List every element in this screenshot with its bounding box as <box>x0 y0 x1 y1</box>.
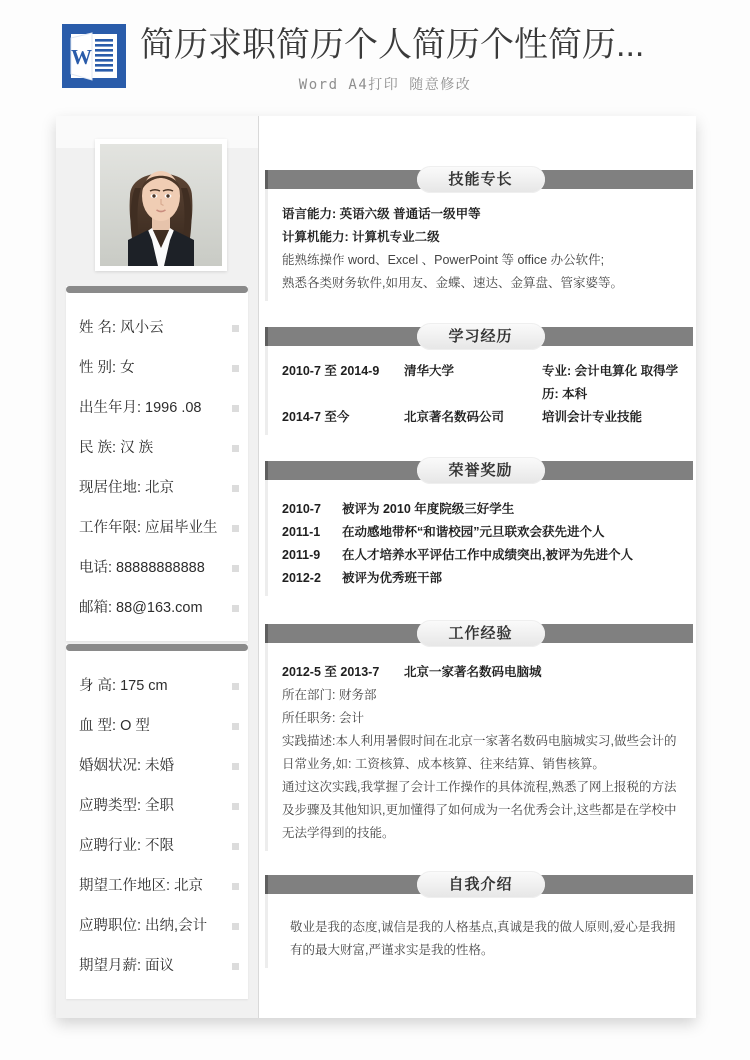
section-header-bar <box>265 461 693 480</box>
section-title-work: 工作经验 <box>417 620 545 647</box>
self-intro-line: 敬业是我的态度,诚信是我的人格基点,真诚是我的做人原则,爱心是我拥有的最大财富,严谨求实是我的性格。 <box>290 920 676 957</box>
education-row <box>282 406 684 429</box>
education-org: 清华大学 <box>404 364 455 378</box>
honor-date: 2011-9 <box>282 548 321 562</box>
info-row[interactable] <box>66 666 248 706</box>
section-body-self-intro <box>265 894 696 968</box>
work-org: 北京一家著名数码电脑城 <box>404 665 542 679</box>
info-row-text: 现居住地: 北京 <box>79 480 175 496</box>
info-row-text: 应聘行业: 不限 <box>79 838 175 854</box>
section-skills <box>259 170 696 301</box>
honor-row <box>282 544 684 567</box>
info-row-text: 邮箱: 88@163.com <box>79 600 203 616</box>
skill-line: 语言能力: 英语六级 普通话一级甲等 <box>282 207 481 221</box>
honor-row <box>282 498 684 521</box>
info-row[interactable] <box>66 946 248 986</box>
work-line: 所任职务: 会计 <box>282 711 364 725</box>
info-row[interactable] <box>66 428 248 468</box>
skill-line: 计算机能力: 计算机专业二级 <box>282 230 440 244</box>
honor-text: 在人才培养水平评估工作中成绩突出,被评为先进个人 <box>342 548 633 562</box>
section-self-intro <box>259 875 696 968</box>
word-icon <box>62 24 126 88</box>
section-body-honors <box>265 480 696 596</box>
skill-line: 熟悉各类财务软件,如用友、金蝶、速达、金算盘、管家婆等。 <box>282 276 623 290</box>
honor-date: 2012-2 <box>282 571 321 585</box>
info-row-text: 期望月薪: 面议 <box>79 958 175 974</box>
section-header-bar <box>265 624 693 643</box>
info-row[interactable] <box>66 826 248 866</box>
section-body-skills <box>265 189 696 301</box>
education-detail: 专业: 会计电算化 取得学历: 本科 <box>542 364 679 401</box>
info-row-text: 身 高: 175 cm <box>79 678 168 694</box>
square-bullet-icon <box>232 723 239 730</box>
section-body-education <box>265 346 696 435</box>
square-bullet-icon <box>232 803 239 810</box>
honor-row <box>282 567 684 590</box>
honor-text: 在动感地带杯“和谐校园”元旦联欢会获先进个人 <box>342 525 605 539</box>
info-row[interactable] <box>66 866 248 906</box>
section-title-honors: 荣誉奖励 <box>417 457 545 484</box>
info-row[interactable] <box>66 468 248 508</box>
info-row-text: 电话: 88888888888 <box>79 560 205 576</box>
work-date: 2012-5 至 2013-7 <box>282 665 380 679</box>
section-header-bar <box>265 327 693 346</box>
document-title: 简历求职简历个人简历个性简历... <box>140 26 645 64</box>
info-row[interactable] <box>66 388 248 428</box>
square-bullet-icon <box>232 325 239 332</box>
job-intent-card <box>66 644 248 999</box>
card-cap <box>66 644 248 651</box>
info-row[interactable] <box>66 588 248 628</box>
info-row-text: 工作年限: 应届毕业生 <box>79 520 218 536</box>
honor-date: 2010-7 <box>282 502 321 516</box>
square-bullet-icon <box>232 763 239 770</box>
square-bullet-icon <box>232 843 239 850</box>
resume-sidebar <box>56 116 259 1018</box>
education-row <box>282 360 684 406</box>
work-line: 实践描述:本人利用暑假时间在北京一家著名数码电脑城实习,做些会计的日常业务,如: 工资核算、成本核算、往来结算、销售核算。 <box>282 734 677 771</box>
honor-row <box>282 521 684 544</box>
education-detail: 培训会计专业技能 <box>542 410 643 424</box>
photo-frame <box>95 139 227 271</box>
honor-text: 被评为 2010 年度院级三好学生 <box>342 502 515 516</box>
honor-text: 被评为优秀班干部 <box>342 571 443 585</box>
square-bullet-icon <box>232 565 239 572</box>
info-row-text: 应聘类型: 全职 <box>79 798 175 814</box>
title-wrap <box>140 22 740 94</box>
job-intent-list <box>66 653 248 999</box>
square-bullet-icon <box>232 683 239 690</box>
section-title-skills: 技能专长 <box>417 166 545 193</box>
svg-text:W: W <box>71 45 92 69</box>
square-bullet-icon <box>232 365 239 372</box>
info-row[interactable] <box>66 348 248 388</box>
square-bullet-icon <box>232 485 239 492</box>
info-row[interactable] <box>66 508 248 548</box>
document-subtitle: Word A4打印 随意修改 <box>298 77 472 93</box>
section-education <box>259 327 696 435</box>
square-bullet-icon <box>232 883 239 890</box>
section-honors <box>259 461 696 596</box>
personal-info-card <box>66 286 248 641</box>
info-row[interactable] <box>66 786 248 826</box>
section-header-bar <box>265 170 693 189</box>
info-row-text: 应聘职位: 出纳,会计 <box>79 918 208 934</box>
square-bullet-icon <box>232 405 239 412</box>
education-org: 北京著名数码公司 <box>404 410 505 424</box>
square-bullet-icon <box>232 525 239 532</box>
info-row-text: 婚姻状况: 未婚 <box>79 758 175 774</box>
info-row[interactable] <box>66 746 248 786</box>
avatar <box>100 144 222 266</box>
info-row-text: 出生年月: 1996 .08 <box>79 400 202 416</box>
education-date: 2010-7 至 2014-9 <box>282 364 380 378</box>
section-work <box>259 624 696 851</box>
info-row-text: 血 型: O 型 <box>79 718 150 734</box>
work-line: 通过这次实践,我掌握了会计工作操作的具体流程,熟悉了网上报税的方法及步骤及其他知识,更加懂得了如何成为一名优秀会计,这些都是在学校中无法学得到的技能。 <box>282 780 677 840</box>
info-row[interactable] <box>66 548 248 588</box>
info-row[interactable] <box>66 906 248 946</box>
info-row[interactable] <box>66 308 248 348</box>
info-row-text: 姓 名: 风小云 <box>79 320 164 336</box>
honor-date: 2011-1 <box>282 525 321 539</box>
work-line: 所在部门: 财务部 <box>282 688 377 702</box>
square-bullet-icon <box>232 445 239 452</box>
card-cap <box>66 286 248 293</box>
section-header-bar <box>265 875 693 894</box>
square-bullet-icon <box>232 605 239 612</box>
square-bullet-icon <box>232 963 239 970</box>
resume-main <box>259 116 696 1018</box>
page-header <box>0 0 750 110</box>
work-header-row <box>282 661 684 684</box>
info-row-text: 民 族: 汉 族 <box>79 440 154 456</box>
section-title-education: 学习经历 <box>417 323 545 350</box>
square-bullet-icon <box>232 923 239 930</box>
skill-line: 能熟练操作 word、Excel 、PowerPoint 等 office 办公软件; <box>282 253 605 267</box>
section-body-work <box>265 643 696 851</box>
section-title-self-intro: 自我介绍 <box>417 871 545 898</box>
info-row-text: 期望工作地区: 北京 <box>79 878 204 894</box>
personal-info-list <box>66 295 248 641</box>
education-date: 2014-7 至今 <box>282 410 350 424</box>
info-row-text: 性 别: 女 <box>79 360 135 376</box>
info-row[interactable] <box>66 706 248 746</box>
resume-paper <box>56 116 696 1018</box>
